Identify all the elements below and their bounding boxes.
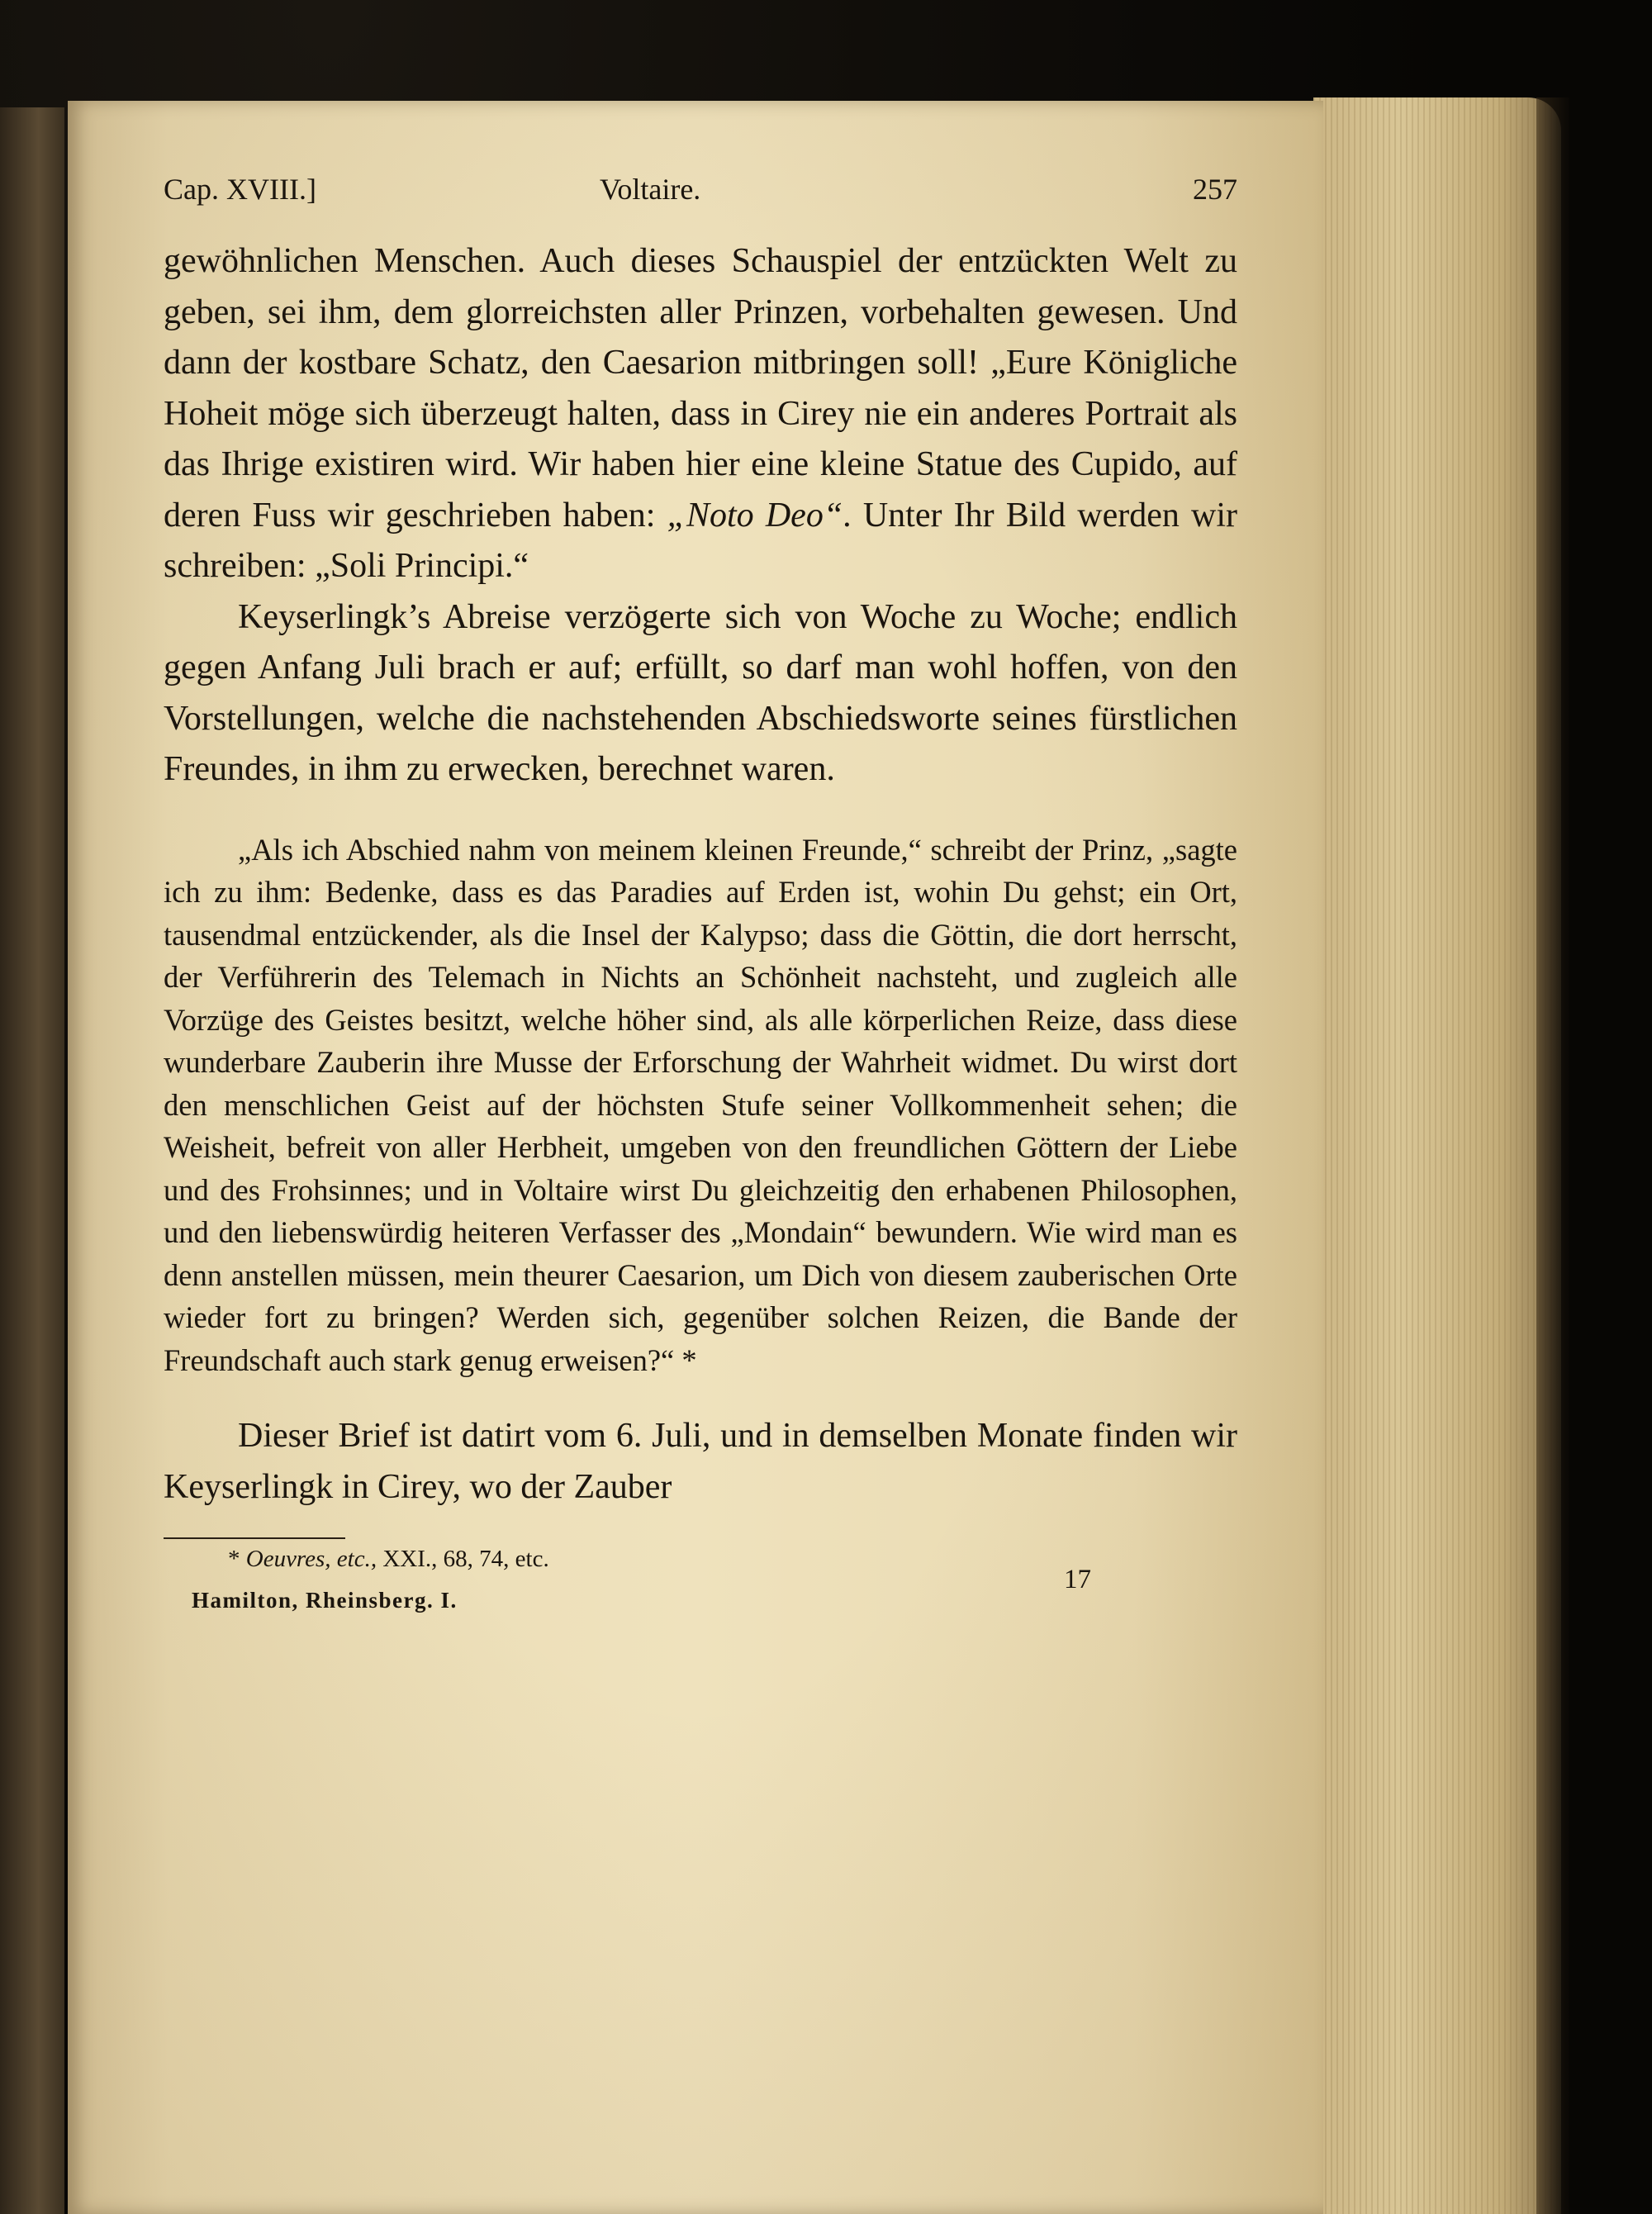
quote-text: „Als ich Abschied nahm von meinem kleinen Freunde,“ schreibt der Prinz, „sagte ich zu ihm: Bedenke, dass es das Paradies auf Erden ist, wohin Du gehst; ein Ort, tausendmal entzückender, als die Insel der Kalypso; dass die Göttin, die dort herrscht, der Verführerin des Telemach in Nichts an Schönheit nachsteht, und zugleich alle Vorzüge des Geistes besitzt, welche höher sind, als alle körperlichen Reize, dass diese wunderbare Zauberin ihre Musse der Erforschung der Wahrheit widmet. Du wirst dort den menschlichen Geist auf der höchsten Stufe seiner Vollkommenheit sehen; die Weisheit, befreit von aller Herbheit, umgeben von den freundlichen Göttern der Liebe und des Frohsinnes; und in Voltaire wirst Du gleichzeitig den erhabenen Philosophen, und den liebenswürdig heiteren Verfasser des „Mondain“ bewundern. Wie wird man es denn anstellen müssen, mein theurer Caesarion, um Dich von diesem zauberischen Orte wieder fort zu bringen? Werden sich, gegenüber solchen Reizen, die Bande der Freundschaft auch stark genug erweisen?“ * <box>164 832 1237 1377</box>
page-content <box>164 165 1237 1619</box>
footnote-reference: XXI., 68, 74, etc. <box>382 1546 549 1572</box>
signature-number: 17 <box>1064 1565 1091 1594</box>
running-title: Voltaire. <box>600 173 701 206</box>
signature-line <box>164 1565 1237 1619</box>
closing-paragraph: Dieser Brief ist datirt vom 6. Juli, und in demselben Monate finden wir Keyserlingk in Cirey, wo der Zauber <box>164 1417 1237 1506</box>
footnote-source: Oeuvres, etc., <box>245 1546 377 1572</box>
footnote-rule <box>164 1537 345 1539</box>
page-block-edge <box>1313 97 1561 2214</box>
signature-mark: Hamilton, Rheinsberg. I. <box>192 1588 458 1613</box>
footnote-marker: * <box>228 1546 240 1572</box>
paragraph-1 <box>164 236 1237 592</box>
book-edge-shadow <box>1536 97 1569 2214</box>
paragraph-1-italic: „Noto Deo“ <box>667 496 843 534</box>
page-number: 257 <box>1193 173 1237 206</box>
block-quote <box>164 829 1237 1382</box>
book-page <box>68 101 1323 2214</box>
paragraph-1-end: . Unter Ihr Bild werden wir schreiben: „Soli Principi.“ <box>164 496 1238 585</box>
paragraph-1-text: gewöhnlichen Menschen. Auch dieses Schauspiel der entzückten Welt zu geben, sei ihm, dem glorreichsten aller Prinzen, vorbehalten gewesen. Und dann der kostbare Schatz, den Caesarion mitbringen soll! „Eure Königliche Hoheit möge sich überzeugt halten, dass in Cirey nie ein anderes Portrait als das Ihrige existiren wird. Wir haben hier eine kleine Statue des Cupido, auf deren Fuss wir geschrieben haben: <box>164 242 1237 534</box>
main-text <box>164 236 1237 796</box>
chapter-label: Cap. XVIII.] <box>164 173 316 206</box>
paragraph-2: Keyserlingk’s Abreise verzögerte sich von Woche zu Woche; endlich gegen Anfang Juli brach er auf; erfüllt, so darf man wohl hoffen, von den Vorstellungen, welche die nachstehenden Abschiedsworte seines fürstlichen Freundes, in ihm zu erwecken, berechnet waren. <box>164 597 1237 788</box>
closing-text <box>164 1411 1237 1513</box>
facing-page-edge <box>0 107 64 2214</box>
running-head <box>164 165 1237 215</box>
